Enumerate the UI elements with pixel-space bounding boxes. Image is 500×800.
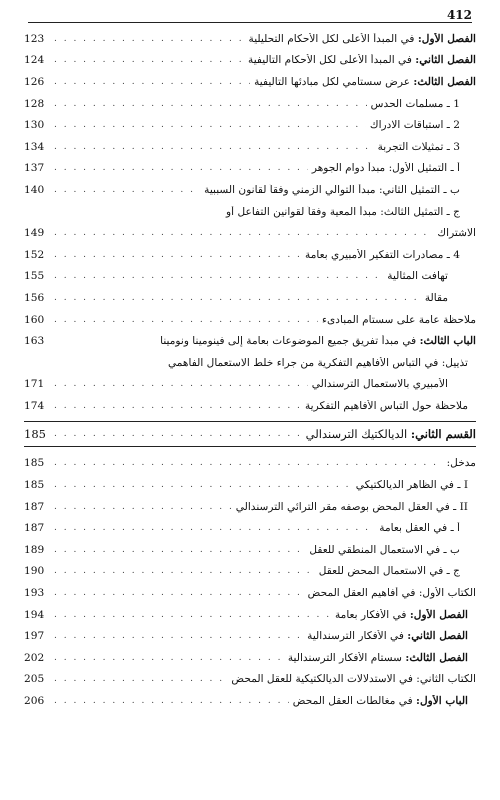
toc-entry-title (200, 184, 460, 196)
toc-entry-text: الديالكتيك الترسندالي (305, 426, 411, 441)
toc-entry (24, 561, 476, 583)
toc-entry (24, 136, 476, 158)
toc-entry-text: في الأفكار بعامة (334, 608, 410, 621)
table-of-contents (24, 28, 476, 712)
toc-entry-title (301, 249, 460, 261)
toc-entry-text: في مغالطات العقل المحض (292, 695, 417, 708)
toc-page-number: 202 (24, 651, 45, 664)
leader-dots (54, 610, 331, 620)
toc-entry-title (331, 609, 468, 621)
toc-entry (24, 352, 476, 374)
toc-entry (24, 625, 476, 647)
toc-entry-title (308, 378, 448, 390)
toc-page-number: 190 (24, 565, 45, 578)
leader-dots (54, 379, 308, 389)
toc-entry-text: في مبدأ تفريق جميع الموضوعات بعامة إلى فينومينا ونومينا (160, 335, 420, 348)
toc-page-number: 185 (24, 457, 45, 470)
toc-entry (24, 453, 476, 475)
leader-dots (54, 674, 227, 684)
toc-entry-text: ب ـ التمثيل الثاني: مبدأ التوالي الزمني وفقاً لقانون السببية (204, 183, 460, 196)
toc-entry-text: تهافت المثالية (387, 270, 448, 283)
toc-page-number: 189 (24, 543, 45, 556)
toc-entry (24, 222, 476, 244)
toc-entry-title (375, 522, 460, 534)
toc-entry-text: ب ـ في الاستعمال المنطقي للعقل (309, 543, 460, 556)
toc-entry-title (164, 357, 468, 369)
toc-entry (24, 179, 476, 201)
toc-page-number: 160 (24, 313, 45, 326)
toc-entry (24, 309, 476, 331)
toc-entry-label: الفصل الثالث: (405, 651, 468, 664)
toc-entry-title (222, 206, 460, 218)
toc-entry (24, 690, 476, 712)
toc-entry-label: الفصل الثاني: (415, 54, 476, 67)
toc-entry-text: عرض سستامي لكل مبادئها التأليفية (254, 75, 414, 88)
toc-page-number: 174 (24, 399, 45, 412)
toc-entry-text: أ ـ التمثيل الأول: مبدأ دوام الجوهر (311, 162, 460, 175)
toc-entry-text: الكتاب الأول: في أفاهيم العقل المحض (307, 587, 476, 600)
toc-entry (24, 669, 476, 691)
toc-entry-title (383, 270, 448, 282)
toc-entry-label: الفصل الأول: (417, 32, 476, 45)
toc-entry (24, 496, 476, 518)
toc-page-number: 156 (24, 291, 45, 304)
toc-entry-title (227, 673, 476, 685)
toc-entry-text: الكتاب الثاني: في الاستدلالات الديالكتيكية للعقل المحض (231, 673, 476, 686)
toc-page-number: 206 (24, 695, 45, 708)
toc-entry (24, 266, 476, 288)
leader-dots (54, 458, 443, 468)
header-rule (28, 22, 472, 23)
toc-page-number: 140 (24, 183, 45, 196)
toc-entry-title (304, 587, 476, 599)
leader-dots (54, 185, 200, 195)
toc-entry-label: الباب الثالث: (419, 335, 476, 348)
toc-entry-text: في المبدأ الأعلى لكل الأحكام التحليلية (248, 32, 418, 45)
leader-dots (54, 523, 375, 533)
leader-dots (54, 120, 366, 130)
leader-dots (54, 99, 367, 109)
toc-page-number: 130 (24, 119, 45, 132)
toc-entry-text: الاشتراك (437, 227, 476, 240)
toc-entry-title (301, 400, 468, 412)
leader-dots (54, 250, 301, 260)
toc-entry (24, 374, 476, 396)
leader-dots (54, 696, 289, 706)
toc-page-number: 124 (24, 54, 45, 67)
toc-entry-text: الأمبيري بالاستعمال الترسندالي (311, 378, 448, 391)
toc-entry-title (352, 479, 468, 491)
toc-entry-title (232, 501, 468, 513)
toc-page-number: 171 (24, 378, 45, 391)
toc-entry-text: ملاحظة عامة على سستام المبادىء (322, 313, 476, 326)
leader-dots (54, 34, 245, 44)
leader-dots (54, 631, 303, 641)
toc-page-number: 163 (24, 335, 45, 348)
toc-page-number: 187 (24, 500, 45, 513)
toc-entry-label: الفصل الثاني: (407, 630, 468, 643)
toc-entry (24, 582, 476, 604)
toc-entry-text: II ـ في العقل المحض بوصفه مقر الترائي الترسندالي (235, 500, 468, 513)
toc-entry (24, 244, 476, 266)
leader-dots (54, 55, 244, 65)
toc-entry (24, 114, 476, 136)
toc-entry-title (250, 76, 476, 88)
toc-entry (24, 201, 476, 223)
toc-entry-title (305, 544, 460, 556)
leader-dots (54, 588, 304, 598)
toc-entry-label: الباب الأول: (416, 695, 468, 708)
toc-entry-title (289, 695, 468, 707)
toc-entry-title (374, 141, 460, 153)
toc-entry (24, 421, 476, 447)
toc-entry-title (421, 292, 448, 304)
toc-entry-title (433, 227, 476, 239)
toc-entry-text: ملاحظة حول التباس الأفاهيم التفكرية (305, 399, 468, 412)
toc-entry-text: في الأفكار الترسندالية (307, 630, 408, 643)
toc-entry (24, 158, 476, 180)
toc-entry-text: مقالة (424, 291, 448, 304)
leader-dots (54, 545, 305, 555)
toc-entry (24, 330, 476, 352)
leader-dots (54, 401, 301, 411)
toc-entry-title (318, 314, 476, 326)
toc-entry-text: 4 ـ مصادرات التفكير الأمبيري بعامة (305, 248, 460, 261)
toc-entry-text: 2 ـ استباقات الادراك (369, 119, 460, 132)
toc-entry (24, 50, 476, 72)
toc-entry-text: I ـ في الظاهر الديالكتيكي (355, 479, 468, 492)
toc-entry-title (303, 630, 468, 642)
toc-page-number: 197 (24, 630, 45, 643)
leader-dots (54, 480, 352, 490)
toc-entry-title (315, 565, 460, 577)
toc-entry-label: الفصل الأول: (409, 608, 468, 621)
toc-entry-title (245, 33, 476, 45)
toc-page-number: 185 (24, 479, 45, 492)
toc-entry-title (244, 54, 476, 66)
toc-entry-title (366, 119, 460, 131)
toc-page-number: 193 (24, 587, 45, 600)
toc-entry-text: سستام الأفكار الترسندالية (287, 651, 406, 664)
leader-dots (54, 228, 433, 238)
toc-entry-text: 3 ـ تمثيلات التجربة (377, 140, 460, 153)
page-number: 412 (446, 8, 472, 22)
toc-entry (24, 647, 476, 669)
toc-entry-title (367, 98, 460, 110)
toc-entry (24, 28, 476, 50)
toc-entry-title (156, 335, 476, 347)
toc-entry (24, 604, 476, 626)
toc-entry-text: في المبدأ الأعلى لكل الأحكام التأليفية (248, 54, 416, 67)
leader-dots (54, 502, 232, 512)
leader-dots (54, 293, 421, 303)
toc-page-number: 126 (24, 75, 45, 88)
toc-entry-text: ج ـ التمثيل الثالث: مبدأ المعية وفقاً لقوانين التفاعل أو (226, 205, 460, 218)
leader-dots (54, 142, 374, 152)
leader-dots (54, 163, 308, 173)
toc-page-number: 155 (24, 270, 45, 283)
toc-page-number: 152 (24, 248, 45, 261)
toc-entry (24, 93, 476, 115)
toc-entry (24, 517, 476, 539)
toc-entry (24, 539, 476, 561)
toc-page-number: 185 (24, 426, 46, 441)
toc-entry-label: الفصل الثالث: (413, 75, 476, 88)
toc-entry-title (443, 457, 476, 469)
toc-entry-label: القسم الثاني: (410, 426, 476, 441)
leader-dots (54, 566, 315, 576)
toc-entry (24, 287, 476, 309)
toc-page-number: 205 (24, 673, 45, 686)
leader-dots (54, 429, 302, 439)
leader-dots (54, 315, 318, 325)
toc-entry-title (302, 427, 476, 441)
toc-entry (24, 71, 476, 93)
toc-page-number: 194 (24, 608, 45, 621)
toc-entry-text: 1 ـ مسلمات الحدس (370, 97, 460, 110)
leader-dots (54, 77, 250, 87)
toc-entry-text: مدخل: (446, 457, 476, 470)
leader-dots (54, 653, 284, 663)
toc-entry-text: ج ـ في الاستعمال المحض للعقل (318, 565, 460, 578)
toc-entry-text: تذييل: في التباس الأفاهيم التفكرية من جراء خلط الاستعمال الفاهمي (167, 356, 468, 369)
toc-page-number: 123 (24, 32, 45, 45)
toc-page-number: 187 (24, 522, 45, 535)
toc-page-number: 128 (24, 97, 45, 110)
toc-page-number: 137 (24, 162, 45, 175)
toc-entry (24, 395, 476, 417)
toc-entry (24, 474, 476, 496)
toc-page-number: 149 (24, 227, 45, 240)
toc-entry-title (284, 652, 468, 664)
leader-dots (54, 271, 383, 281)
toc-page-number: 134 (24, 140, 45, 153)
toc-entry-text: أ ـ في العقل بعامة (379, 522, 460, 535)
toc-entry-title (308, 162, 460, 174)
